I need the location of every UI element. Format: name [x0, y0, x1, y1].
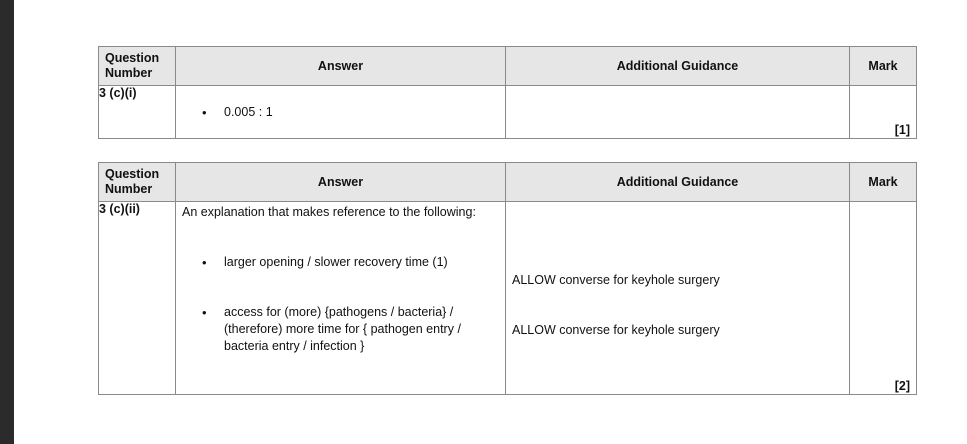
question-number-cell: 3 (c)(ii)	[99, 202, 176, 395]
header-additional-guidance: Additional Guidance	[506, 47, 850, 86]
mark-cell	[850, 202, 917, 395]
header-question-number: Question Number	[99, 163, 176, 202]
answer-bullet: • larger opening / slower recovery time (1)	[176, 254, 505, 271]
header-question-number: Question Number	[99, 47, 176, 86]
mark-value: [1]	[894, 123, 910, 137]
guidance-cell	[506, 202, 850, 395]
mark-value: [2]	[894, 379, 910, 393]
header-answer: Answer	[176, 163, 506, 202]
answer-intro: An explanation that makes reference to the following:	[182, 205, 476, 219]
answer-row	[99, 86, 917, 139]
header-mark: Mark	[850, 163, 917, 202]
header-row	[99, 163, 917, 202]
window-edge-bar	[0, 0, 14, 444]
question-number-cell: 3 (c)(i)	[99, 86, 176, 139]
header-row	[99, 47, 917, 86]
mark-scheme-table-3ci	[98, 46, 917, 139]
header-answer: Answer	[176, 47, 506, 86]
header-mark: Mark	[850, 47, 917, 86]
mark-cell	[850, 86, 917, 139]
guidance-cell	[506, 86, 850, 139]
mark-scheme-table-3cii	[98, 162, 917, 395]
guidance-text: ALLOW converse for keyhole surgery	[512, 323, 720, 337]
header-additional-guidance: Additional Guidance	[506, 163, 850, 202]
guidance-text: ALLOW converse for keyhole surgery	[512, 273, 720, 287]
answer-bullet: • 0.005 : 1	[176, 104, 505, 121]
answer-cell	[176, 86, 506, 139]
answer-row	[99, 202, 917, 395]
answer-bullet: • access for (more) {pathogens / bacteria} / (therefore) more time for { pathogen entry / bacteria entry / infection }	[176, 304, 505, 355]
answer-cell	[176, 202, 506, 395]
